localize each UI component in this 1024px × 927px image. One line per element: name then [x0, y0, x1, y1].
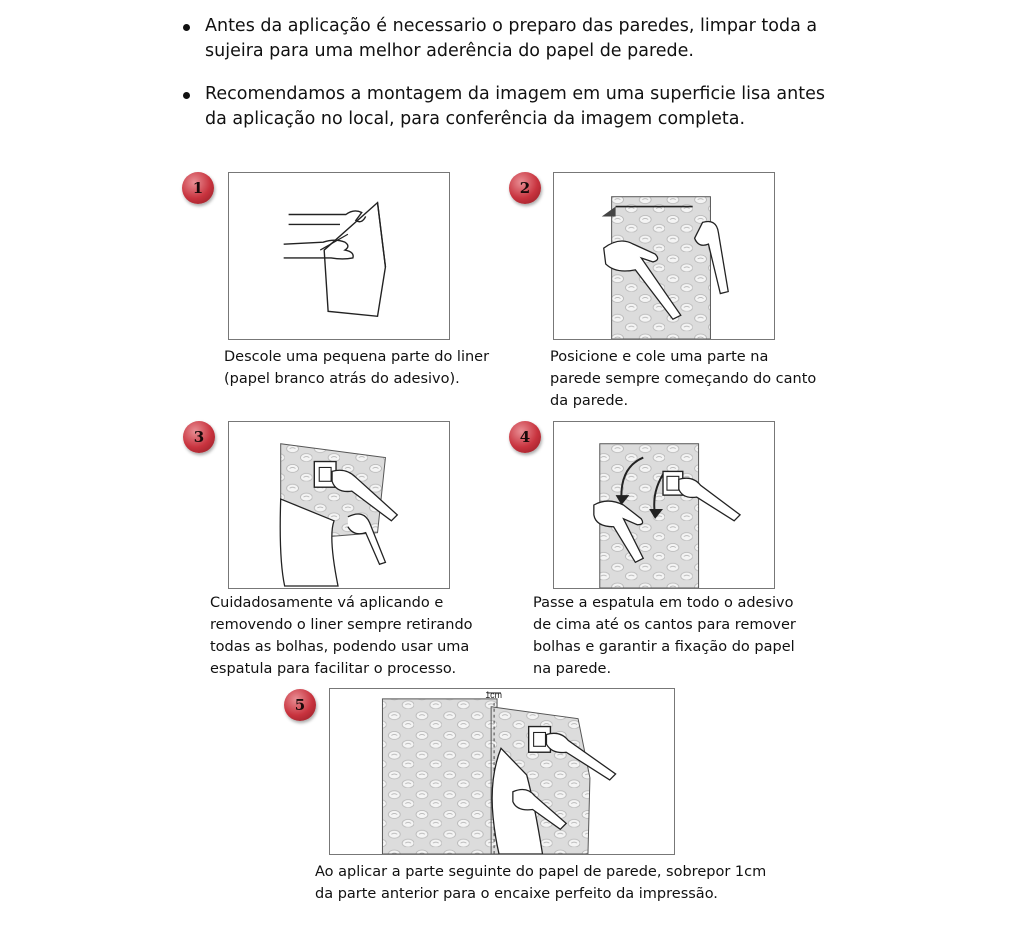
caption-line: bolhas e garantir a fixação do papel — [533, 639, 795, 655]
step-3-illustration — [228, 421, 450, 589]
step-1-badge: 1 — [182, 172, 214, 204]
caption-line: da parede. — [550, 393, 629, 409]
step-4-caption — [533, 592, 796, 680]
bullet-line: sujeira para uma melhor aderência do papel de parede. — [205, 41, 694, 61]
overlap-label: 1cm — [485, 689, 502, 700]
bullet-dot-icon — [183, 24, 190, 31]
step-4-badge: 4 — [509, 421, 541, 453]
position-wallpaper-illustration — [554, 173, 774, 339]
caption-line: parede sempre começando do canto — [550, 371, 817, 387]
bullet-line: Recomendamos a montagem da imagem em uma superficie lisa antes — [205, 84, 825, 104]
step-1-caption — [224, 346, 489, 390]
bullet-line: da aplicação no local, para conferência da imagem completa. — [205, 109, 746, 129]
step-5-illustration — [329, 688, 675, 855]
bullet-dot-icon — [183, 92, 190, 99]
peel-liner-illustration — [229, 173, 449, 339]
caption-line: Passe a espatula em todo o adesivo — [533, 595, 794, 611]
caption-line: (papel branco atrás do adesivo). — [224, 371, 460, 387]
caption-line: Cuidadosamente vá aplicando e — [210, 595, 444, 611]
instructions-list — [183, 14, 863, 150]
step-3-badge: 3 — [183, 421, 215, 453]
caption-line: Posicione e cole uma parte na — [550, 349, 769, 365]
step-2-caption — [550, 346, 816, 412]
caption-line: de cima até os cantos para remover — [533, 617, 796, 633]
caption-line: removendo o liner sempre retirando — [210, 617, 473, 633]
squeegee-illustration — [554, 422, 774, 588]
bullet-line: Antes da aplicação é necessario o preparo das paredes, limpar toda a — [205, 16, 818, 36]
caption-line: Descole uma pequena parte do liner — [224, 349, 490, 365]
caption-line: na parede. — [533, 661, 612, 677]
bullet-item-assembly — [183, 82, 863, 132]
caption-line: espatula para facilitar o processo. — [210, 661, 457, 677]
overlap-seam-illustration — [330, 689, 674, 854]
step-4-illustration — [553, 421, 775, 589]
caption-line: da parte anterior para o encaixe perfeito da impressão. — [315, 886, 718, 902]
step-5-badge: 5 — [284, 689, 316, 721]
bullet-item-preparation — [183, 14, 863, 64]
step-5-caption — [315, 861, 766, 905]
caption-line: todas as bolhas, podendo usar uma — [210, 639, 470, 655]
remove-liner-illustration — [229, 422, 449, 588]
caption-line: Ao aplicar a parte seguinte do papel de parede, sobrepor 1cm — [315, 864, 767, 880]
step-2-illustration — [553, 172, 775, 340]
step-3-caption — [210, 592, 473, 680]
step-1-illustration — [228, 172, 450, 340]
step-2-badge: 2 — [509, 172, 541, 204]
